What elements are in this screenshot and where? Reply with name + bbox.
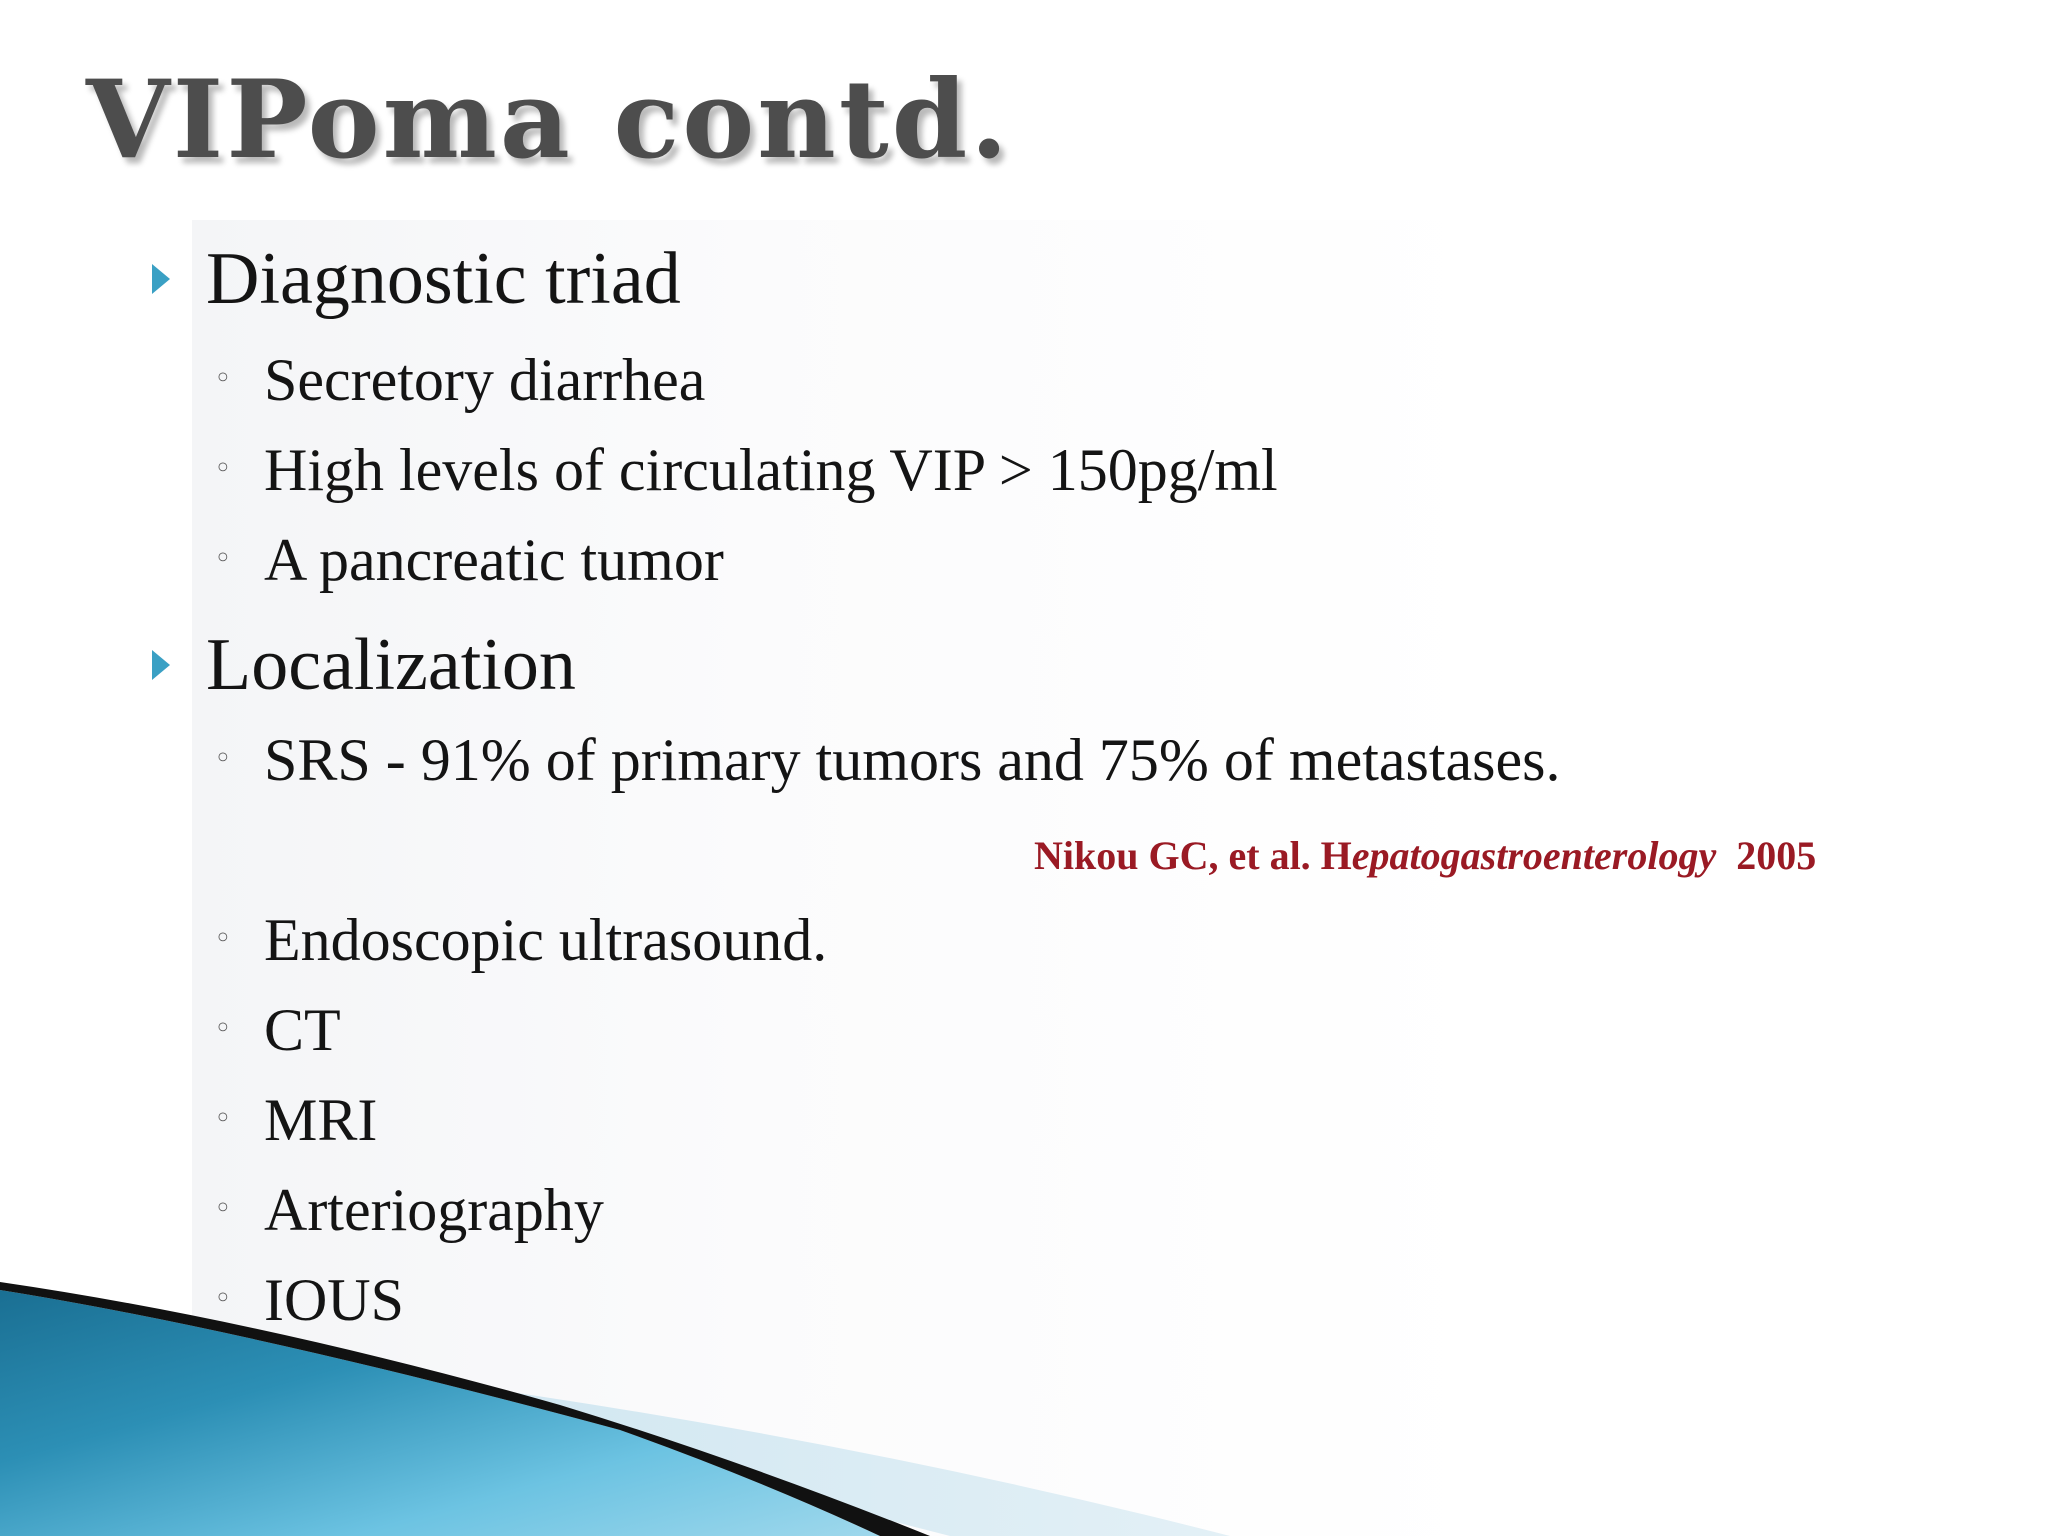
sub-bullet-text: High levels of circulating VIP > 150pg/ml (264, 437, 1278, 503)
sub-bullet-text: CT (264, 997, 341, 1063)
slide-title: VIPoma contd. (86, 57, 1011, 183)
circle-bullet-icon: ◦ (214, 451, 232, 486)
citation-year: 2005 (1736, 833, 1817, 878)
bullet-text: Diagnostic triad (206, 238, 681, 320)
circle-bullet-icon: ◦ (214, 361, 232, 396)
sub-bullet-text: Arteriography (264, 1177, 604, 1243)
sub-bullet-text: Secretory diarrhea (264, 347, 706, 413)
sub-bullet-text: Endoscopic ultrasound. (264, 907, 828, 973)
circle-bullet-icon: ◦ (214, 1101, 232, 1136)
wave-blue-shape (0, 1290, 880, 1536)
circle-bullet-icon: ◦ (214, 1281, 232, 1316)
circle-bullet-icon: ◦ (214, 741, 232, 776)
sub-bullet-text: MRI (264, 1087, 378, 1153)
citation-journal: epatogastroenterology (1351, 833, 1717, 878)
circle-bullet-icon: ◦ (214, 1191, 232, 1226)
circle-bullet-icon: ◦ (214, 921, 232, 956)
citation-prefix: Nikou GC, et al. H (1034, 833, 1352, 878)
circle-bullet-icon: ◦ (214, 1011, 232, 1046)
circle-bullet-icon: ◦ (214, 541, 232, 576)
sub-bullet-text: IOUS (264, 1267, 405, 1333)
sub-bullet-text: SRS - 91% of primary tumors and 75% of metastases. (264, 727, 1561, 793)
bullet-text: Localization (206, 624, 576, 706)
sub-bullet-text: A pancreatic tumor (264, 527, 724, 593)
